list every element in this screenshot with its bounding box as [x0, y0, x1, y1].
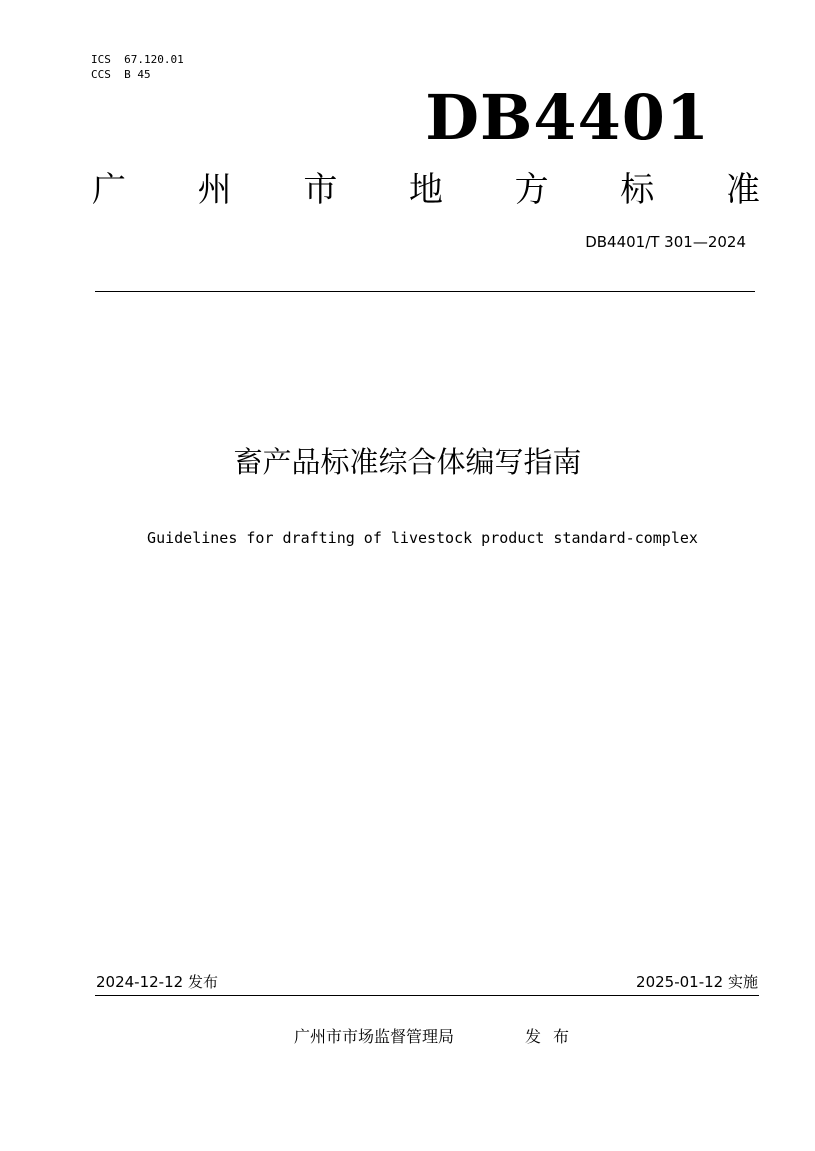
classification-codes — [91, 52, 184, 82]
standard-type-char: 广 — [92, 170, 126, 210]
standard-type-char: 标 — [620, 170, 655, 210]
issuing-authority: 广州市市场监督管理局 — [294, 1027, 455, 1046]
ccs-code: CCS B 45 — [91, 68, 151, 81]
standard-type-char: 方 — [514, 170, 549, 210]
db-code: DB4401 — [425, 81, 710, 154]
standard-type-char: 准 — [725, 170, 760, 210]
standard-type-char: 州 — [197, 170, 232, 210]
issuing-action: 发布 — [525, 1027, 582, 1046]
standard-type-heading — [92, 168, 760, 212]
standard-type-char: 地 — [408, 170, 443, 210]
document-title-english: Guidelines for drafting of livestock product standard-complex — [147, 529, 698, 547]
ics-code: ICS 67.120.01 — [91, 53, 184, 66]
standard-type-char: 市 — [303, 170, 338, 210]
top-divider — [95, 291, 755, 292]
effective-date: 2025-01-12 实施 — [636, 973, 758, 991]
publish-date: 2024-12-12 发布 — [96, 973, 218, 991]
document-title-chinese: 畜产品标准综合体编写指南 — [233, 445, 582, 479]
bottom-divider — [95, 995, 759, 996]
standard-number: DB4401/T 301—2024 — [585, 233, 746, 251]
